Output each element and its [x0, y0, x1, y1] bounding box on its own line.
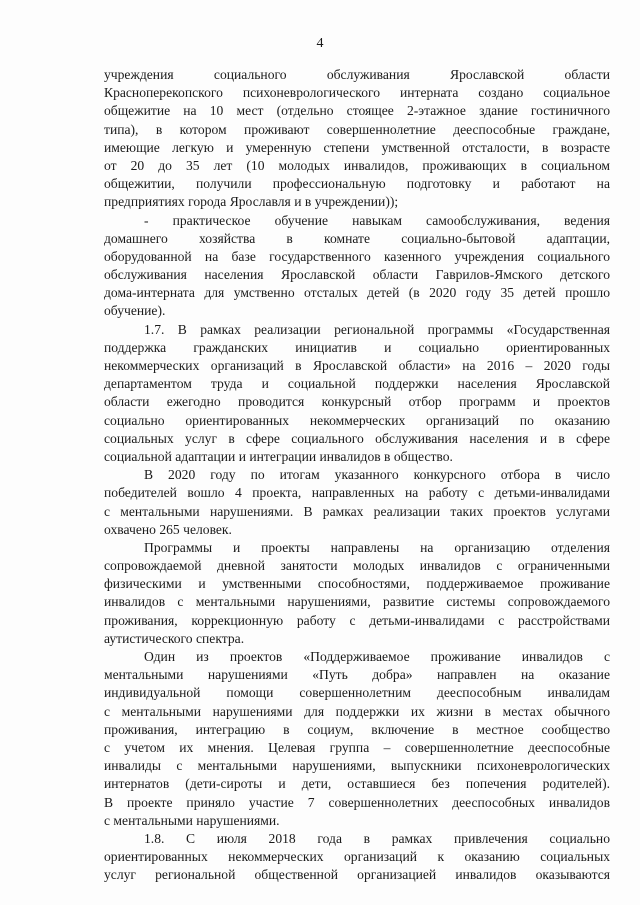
paragraph-line: от 20 до 35 лет (10 молодых инвалидов, проживающих в социальном [104, 157, 610, 173]
paragraph-line: общежитии, получили профессиональную подготовку и работают на [104, 176, 610, 192]
paragraph-line: поддержка гражданских инициатив и социально ориентированных [104, 339, 610, 355]
paragraph-line: проживания, интеграцию в социум, включение в местное сообщество [104, 721, 610, 737]
paragraph-line: области ежегодно проводится конкурсный отбор программ и проектов [104, 394, 610, 410]
page-number: 4 [316, 36, 324, 51]
paragraph-line: домашнего хозяйства в комнате социально-бытовой адаптации, [104, 230, 610, 246]
paragraph-line: индивидуальной помощи совершеннолетним дееспособным инвалидам [104, 685, 610, 701]
paragraph-line: типа), в котором проживают совершеннолетние дееспособные граждане, [104, 121, 610, 137]
paragraph-line: интернатов (дети-сироты и дети, оставшиеся без попечения родителей). [104, 776, 610, 792]
paragraph [104, 66, 610, 212]
paragraph-line: - практическое обучение навыкам самообслуживания, ведения [144, 212, 610, 228]
paragraph-line: предприятиях города Ярославля и в учреждении)); [104, 194, 399, 210]
paragraph-line: проживания, коррекционную работу с детьми-инвалидами с расстройствами [104, 612, 610, 628]
paragraph-line: с ментальными нарушениями для поддержки их жизни в местах обычного [104, 703, 610, 719]
body-text [104, 66, 610, 884]
paragraph-line: Программы и проекты направлены на организацию отделения [144, 539, 610, 555]
paragraph [104, 466, 610, 539]
paragraph-line: социальных услуг в сфере социального обслуживания населения и в сфере [104, 430, 610, 446]
paragraph-line: 1.8. С июля 2018 года в рамках привлечения социально [144, 830, 610, 846]
paragraph-line: социально ориентированных некоммерческих организаций по оказанию [104, 412, 610, 428]
paragraph-line: обучение). [104, 303, 166, 319]
paragraph-line: услуг региональной общественной организацией инвалидов оказываются [104, 867, 610, 883]
paragraph-line: ментальными нарушениями «Путь добра» направлен на оказание [104, 667, 610, 683]
paragraph [104, 539, 610, 648]
paragraph [104, 830, 610, 885]
paragraph-line: оборудованной на базе государственного казенного учреждения социального [104, 248, 610, 264]
paragraph-line: с ментальными нарушениями. [104, 812, 280, 828]
paragraph-line: обслуживания населения Ярославской области Гаврилов-Ямского детского [104, 267, 610, 283]
paragraph-line: дома-интерната для умственно отсталых детей (в 2020 году 35 детей прошло [104, 285, 610, 301]
paragraph-line: департаментом труда и социальной поддержки населения Ярославской [104, 376, 610, 392]
paragraph-line: общежитие на 10 мест (отдельно стоящее 2-этажное здание гостиничного [104, 103, 610, 119]
paragraph-line: некоммерческих организаций в Ярославской области» на 2016 – 2020 годы [104, 358, 610, 373]
paragraph-line: инвалидов с ментальными нарушениями, развитие системы сопровождаемого [104, 594, 610, 610]
paragraph-line: 1.7. В рамках реализации региональной программы «Государственная [144, 321, 610, 337]
paragraph-line: ориентированных некоммерческих организаций к оказанию социальных [104, 849, 610, 865]
paragraph-line: аутистического спектра. [104, 630, 245, 646]
paragraph-line: с учетом их мнения. Целевая группа – совершеннолетние дееспособные [104, 739, 610, 755]
paragraph-line: Красноперекопского психоневрологического интерната создано социальное [104, 85, 610, 101]
paragraph-line: сопровождаемой дневной занятости молодых инвалидов с ограниченными [104, 558, 610, 574]
paragraph-line: имеющие легкую и умеренную степени умственной отсталости, в возрасте [104, 139, 610, 155]
paragraph [104, 648, 610, 830]
paragraph-line: победителей вошло 4 проекта, направленных на работу с детьми-инвалидами [104, 485, 610, 501]
paragraph-line: В проекте приняло участие 7 совершеннолетних дееспособных инвалидов [104, 794, 610, 810]
paragraph-line: В 2020 году по итогам указанного конкурсного отбора в число [144, 467, 610, 483]
paragraph-line: физическими и умственными способностями, поддерживаемое проживание [104, 576, 610, 592]
paragraph-line: социальной адаптации и интеграции инвалидов в общество. [104, 448, 453, 464]
paragraph [104, 212, 610, 321]
paragraph-line: инвалиды с ментальными нарушениями, выпускники психоневрологических [104, 758, 610, 774]
paragraph-line: с ментальными нарушениями. В рамках реализации таких проектов услугами [104, 503, 610, 519]
paragraph [104, 321, 610, 467]
paragraph-line: охвачено 265 человек. [104, 521, 232, 537]
paragraph-line: учреждения социального обслуживания Ярославской области [104, 67, 610, 82]
paragraph-line: Один из проектов «Поддерживаемое проживание инвалидов с [144, 649, 610, 664]
